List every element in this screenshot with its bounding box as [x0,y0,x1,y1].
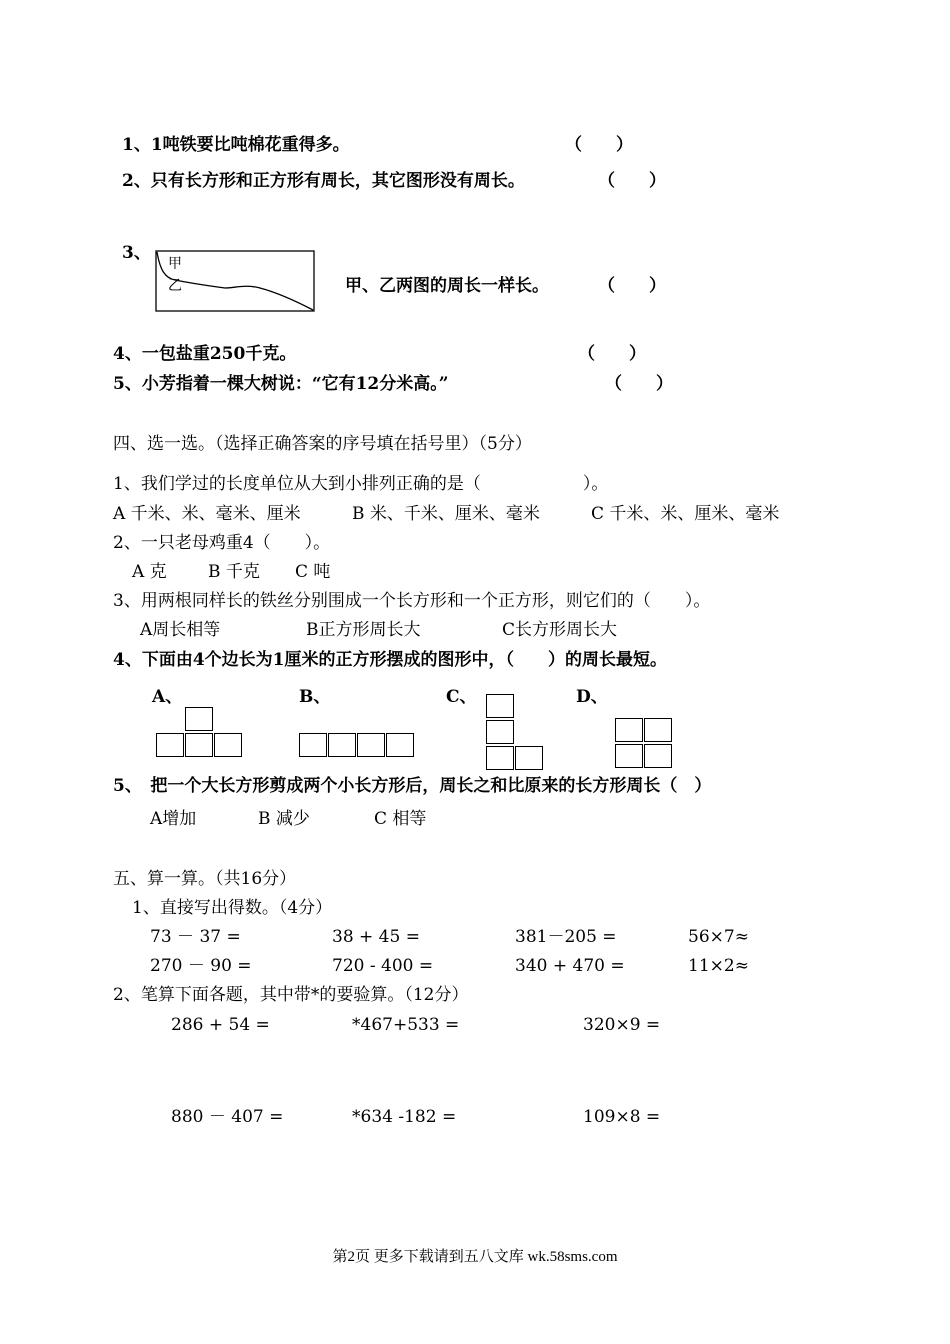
calc-r1-c4: 56×7≈ [688,927,749,947]
judge-q2-text: 2、只有长方形和正方形有周长，其它图形没有周长。 [122,171,525,191]
choice-q4-text: 4、下面由4个边长为1厘米的正方形摆成的图形中，（ ）的周长最短。 [113,650,667,670]
judge-q3-text: 甲、乙两图的周长一样长。 [345,276,549,296]
choice-q1-option-b: B 米、千米、厘米、毫米 [352,504,540,524]
calc-r3-c3: 320×9 = [583,1015,661,1035]
calc-r1-c1: 73 － 37 = [150,927,241,947]
choice-q3-option-c: C长方形周长大 [502,620,618,640]
judge-q1-text: 1、1吨铁要比吨棉花重得多。 [122,135,350,155]
choice-q3-text: 3、用两根同样长的铁丝分别围成一个长方形和一个正方形，则它们的（ ）。 [113,591,711,611]
choice-heading: 四、选一选。（选择正确答案的序号填在括号里）（5分） [113,434,532,454]
page-footer: 第2页 更多下载请到五八文库 wk.58sms.com [332,1249,618,1265]
calc-r2-c2: 720 - 400 = [332,956,434,976]
calc-r1-c3: 381－205 = [515,927,617,947]
choice-q1-option-a: A 千米、米、毫米、厘米 [113,504,301,524]
calc-r4-c1: 880 － 407 = [171,1107,284,1127]
shape-a [156,707,244,759]
choice-q2-text: 2、一只老母鸡重4（ ）。 [113,533,331,553]
choice-q5-option-a: A增加 [150,809,197,829]
shape-c [486,694,546,772]
figure-label-yi: 乙 [168,278,182,294]
judge-q5-text: 5、小芳指着一棵大树说：“它有12分米高。” [113,374,449,394]
judge-q1-paren: （ ） [565,135,633,155]
choice-q4-option-d: D、 [576,687,608,707]
calc-r4-c3: 109×8 = [583,1107,661,1127]
choice-q2-option-a: A 克 [132,562,167,582]
choice-q4-option-b: B、 [299,687,331,707]
calc-r2-c3: 340 + 470 = [515,956,625,976]
choice-q1-option-c: C 千米、米、厘米、毫米 [591,504,780,524]
judge-q3-num: 3、 [122,243,151,263]
choice-q3-option-b: B正方形周长大 [306,620,421,640]
calc-r4-c2: *634 -182 = [352,1107,457,1127]
judge-q4-text: 4、一包盐重250千克。 [113,344,297,364]
calc-r3-c2: *467+533 = [352,1015,460,1035]
choice-q5-option-c: C 相等 [374,809,427,829]
choice-q5-text: 5、 把一个大长方形剪成两个小长方形后，周长之和比原来的长方形周长（ ） [113,776,712,796]
judge-q5-paren: （ ） [605,374,673,394]
choice-q2-option-c: C 吨 [295,562,331,582]
calc-heading: 五、算一算。（共16分） [113,869,297,889]
figure-label-jia: 甲 [168,256,182,272]
calc-r2-c1: 270 － 90 = [150,956,252,976]
choice-q4-option-a: A、 [152,687,183,707]
choice-q5-option-b: B 减少 [258,809,310,829]
calc-sub2: 2、笔算下面各题，其中带*的要验算。（12分） [113,985,469,1005]
choice-q2-option-b: B 千克 [208,562,260,582]
calc-r2-c4: 11×2≈ [688,956,749,976]
calc-r1-c2: 38 + 45 = [332,927,420,947]
calc-sub1: 1、直接写出得数。（4分） [132,898,333,918]
shape-d [615,718,675,770]
judge-q3-paren: （ ） [598,276,666,296]
calc-r3-c1: 286 + 54 = [171,1015,270,1035]
judge-q2-paren: （ ） [598,171,666,191]
choice-q4-option-c: C、 [446,687,477,707]
choice-q1-text: 1、我们学过的长度单位从大到小排列正确的是（ ）。 [113,474,609,494]
choice-q3-option-a: A周长相等 [140,620,221,640]
judge-q4-paren: （ ） [578,344,646,364]
shape-b [299,733,417,759]
